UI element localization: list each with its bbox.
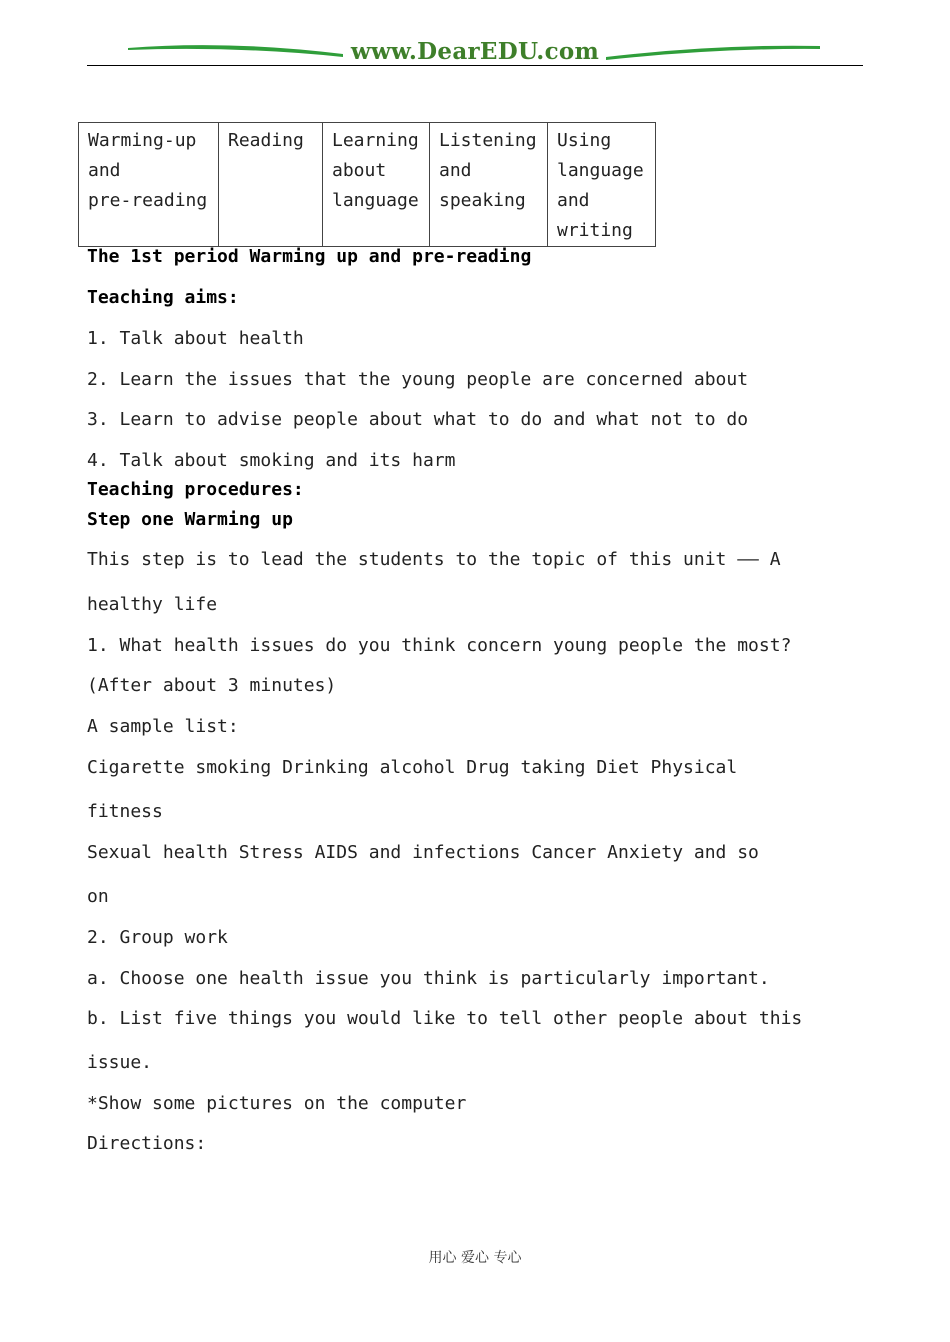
- paragraph-line: a. Choose one health issue you think is particularly important.: [87, 968, 770, 989]
- table-cell: Listening and speaking: [430, 123, 548, 247]
- sample-list-line: fitness: [87, 801, 163, 822]
- page-footer: 用心 爱心 专心: [428, 1250, 522, 1266]
- paragraph-line: (After about 3 minutes): [87, 675, 337, 696]
- sample-list-line: on: [87, 886, 109, 907]
- paragraph-line: b. List five things you would like to tell other people about this: [87, 1008, 803, 1029]
- aim-item: 3. Learn to advise people about what to do and what not to do: [87, 409, 749, 430]
- aims-heading: Teaching aims:: [87, 287, 239, 308]
- sample-list-line: Cigarette smoking Drinking alcohol Drug taking Diet Physical: [87, 757, 738, 778]
- paragraph-line: This step is to lead the students to the topic of this unit —— A: [87, 549, 781, 570]
- header-rule: [87, 65, 863, 66]
- aim-item: 4. Talk about smoking and its harm: [87, 450, 456, 471]
- aim-item: 2. Learn the issues that the young people are concerned about: [87, 369, 749, 390]
- site-logo-text[interactable]: www.DearEDU.com: [350, 38, 600, 65]
- unit-parts-table: [78, 122, 656, 247]
- sample-list-line: Sexual health Stress AIDS and infections Cancer Anxiety and so: [87, 842, 759, 863]
- paragraph-line: Directions:: [87, 1133, 207, 1154]
- aim-item: 1. Talk about health: [87, 328, 304, 349]
- paragraph-line: A sample list:: [87, 716, 239, 737]
- table-cell: Reading: [219, 123, 323, 247]
- table-cell: Warming-up and pre-reading: [79, 123, 219, 247]
- table-cell: Learning about language: [323, 123, 430, 247]
- paragraph-line: 2. Group work: [87, 927, 228, 948]
- paragraph-line: *Show some pictures on the computer: [87, 1093, 467, 1114]
- step-heading: Step one Warming up: [87, 509, 293, 530]
- paragraph-line: issue.: [87, 1052, 153, 1073]
- paragraph-line: healthy life: [87, 594, 218, 615]
- procedures-heading: Teaching procedures:: [87, 479, 304, 500]
- period-heading: The 1st period Warming up and pre-reading: [87, 246, 532, 267]
- table-cell: Using language and writing: [548, 123, 656, 247]
- question-line: 1. What health issues do you think concern young people the most?: [87, 635, 792, 656]
